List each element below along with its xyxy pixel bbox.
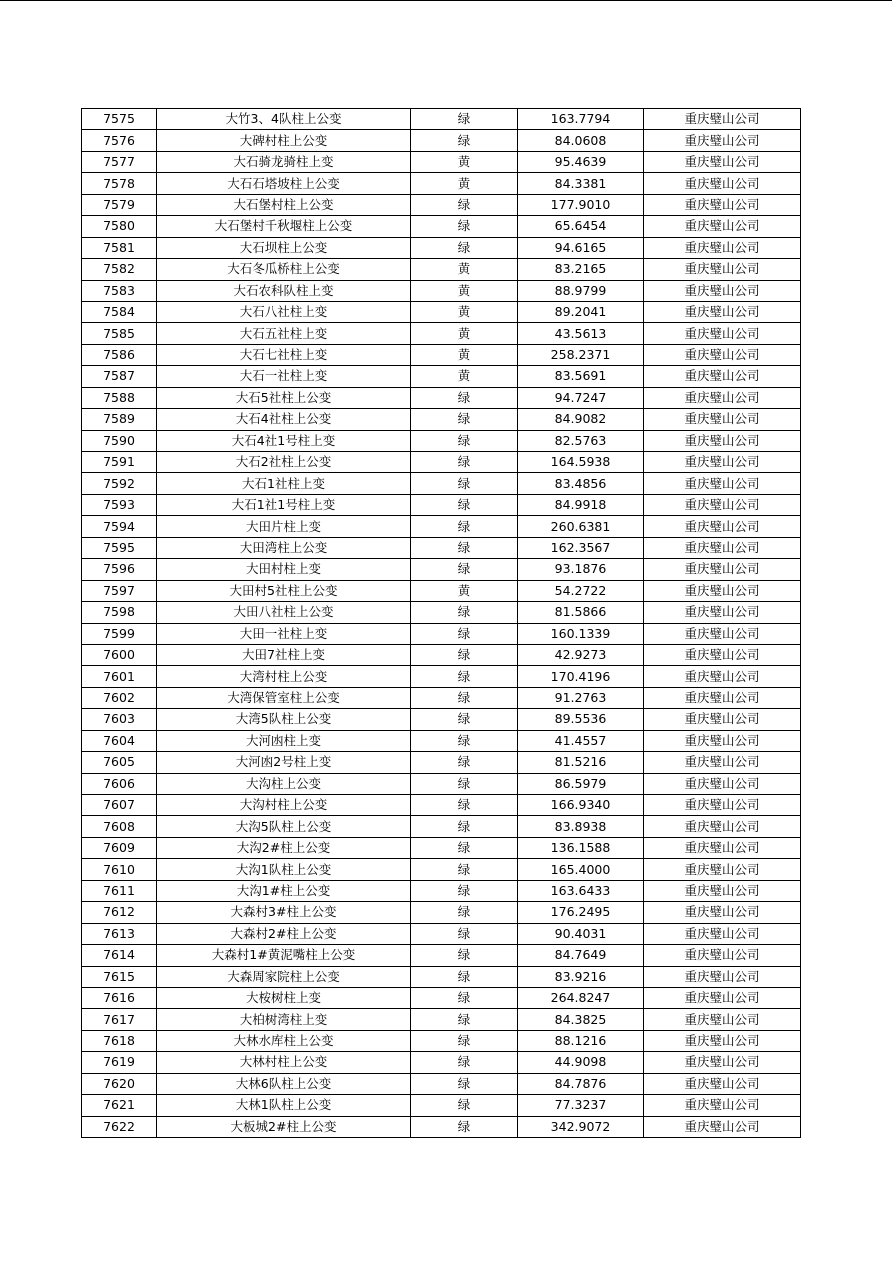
status-color-cell: 黄: [411, 323, 518, 344]
company-cell: 重庆璧山公司: [644, 280, 801, 301]
value-cell: 81.5866: [518, 602, 644, 623]
value-cell: 90.4031: [518, 923, 644, 944]
transformer-name-cell: 大石五社柱上变: [157, 323, 411, 344]
value-cell: 342.9072: [518, 1116, 644, 1137]
status-color-cell: 绿: [411, 559, 518, 580]
company-cell: 重庆璧山公司: [644, 644, 801, 665]
transformer-name-cell: 大森村2#柱上公变: [157, 923, 411, 944]
company-cell: 重庆璧山公司: [644, 130, 801, 151]
company-cell: 重庆璧山公司: [644, 709, 801, 730]
company-cell: 重庆璧山公司: [644, 816, 801, 837]
table-row: [82, 752, 801, 773]
table-row: [82, 194, 801, 215]
row-index-cell: 7618: [82, 1030, 157, 1051]
table-row: [82, 344, 801, 365]
row-index-cell: 7616: [82, 987, 157, 1008]
transformer-name-cell: 大石1社柱上变: [157, 473, 411, 494]
value-cell: 94.7247: [518, 387, 644, 408]
transformer-name-cell: 大石冬瓜桥柱上公变: [157, 259, 411, 280]
value-cell: 84.3825: [518, 1009, 644, 1030]
company-cell: 重庆璧山公司: [644, 773, 801, 794]
transformer-name-cell: 大石4社柱上公变: [157, 409, 411, 430]
company-cell: 重庆璧山公司: [644, 494, 801, 515]
status-color-cell: 绿: [411, 837, 518, 858]
transformer-name-cell: 大河凼2号柱上变: [157, 752, 411, 773]
transformer-name-cell: 大林1队柱上公变: [157, 1095, 411, 1116]
status-color-cell: 绿: [411, 494, 518, 515]
table-row: [82, 644, 801, 665]
table-row: [82, 602, 801, 623]
transformer-name-cell: 大田片柱上变: [157, 516, 411, 537]
company-cell: 重庆璧山公司: [644, 730, 801, 751]
value-cell: 163.7794: [518, 109, 644, 130]
transformer-name-cell: 大林村柱上公变: [157, 1052, 411, 1073]
value-cell: 84.7876: [518, 1073, 644, 1094]
table-row: [82, 537, 801, 558]
table-row: [82, 773, 801, 794]
table-row: [82, 452, 801, 473]
status-color-cell: 绿: [411, 1073, 518, 1094]
row-index-cell: 7601: [82, 666, 157, 687]
company-cell: 重庆璧山公司: [644, 387, 801, 408]
value-cell: 91.2763: [518, 687, 644, 708]
company-cell: 重庆璧山公司: [644, 1030, 801, 1051]
row-index-cell: 7605: [82, 752, 157, 773]
row-index-cell: 7589: [82, 409, 157, 430]
company-cell: 重庆璧山公司: [644, 902, 801, 923]
transformer-name-cell: 大森村3#柱上公变: [157, 902, 411, 923]
row-index-cell: 7590: [82, 430, 157, 451]
transformer-name-cell: 大湾5队柱上公变: [157, 709, 411, 730]
transformer-name-cell: 大石农科队柱上变: [157, 280, 411, 301]
value-cell: 170.4196: [518, 666, 644, 687]
table-body: [82, 109, 801, 1138]
table-row: [82, 923, 801, 944]
transformer-name-cell: 大沟柱上公变: [157, 773, 411, 794]
company-cell: 重庆璧山公司: [644, 945, 801, 966]
value-cell: 160.1339: [518, 623, 644, 644]
transformer-name-cell: 大石堡村柱上公变: [157, 194, 411, 215]
transformer-name-cell: 大湾村柱上公变: [157, 666, 411, 687]
row-index-cell: 7580: [82, 216, 157, 237]
table-row: [82, 1073, 801, 1094]
table-row: [82, 559, 801, 580]
row-index-cell: 7611: [82, 880, 157, 901]
status-color-cell: 绿: [411, 880, 518, 901]
value-cell: 95.4639: [518, 151, 644, 172]
transformer-name-cell: 大石八社柱上变: [157, 301, 411, 322]
transformer-name-cell: 大板城2#柱上公变: [157, 1116, 411, 1137]
transformer-name-cell: 大竹3、4队柱上公变: [157, 109, 411, 130]
transformer-name-cell: 大森周家院柱上公变: [157, 966, 411, 987]
company-cell: 重庆璧山公司: [644, 859, 801, 880]
status-color-cell: 绿: [411, 1052, 518, 1073]
status-color-cell: 黄: [411, 280, 518, 301]
status-color-cell: 绿: [411, 666, 518, 687]
transformer-name-cell: 大石4社1号柱上变: [157, 430, 411, 451]
transformer-name-cell: 大石1社1号柱上变: [157, 494, 411, 515]
status-color-cell: 黄: [411, 259, 518, 280]
value-cell: 260.6381: [518, 516, 644, 537]
row-index-cell: 7586: [82, 344, 157, 365]
transformer-name-cell: 大河凼柱上变: [157, 730, 411, 751]
status-color-cell: 黄: [411, 344, 518, 365]
table-row: [82, 173, 801, 194]
row-index-cell: 7598: [82, 602, 157, 623]
table-row: [82, 966, 801, 987]
status-color-cell: 绿: [411, 773, 518, 794]
company-cell: 重庆璧山公司: [644, 1009, 801, 1030]
value-cell: 43.5613: [518, 323, 644, 344]
transformer-name-cell: 大石一社柱上变: [157, 366, 411, 387]
table-row: [82, 216, 801, 237]
status-color-cell: 黄: [411, 580, 518, 601]
table-row: [82, 301, 801, 322]
company-cell: 重庆璧山公司: [644, 687, 801, 708]
status-color-cell: 黄: [411, 151, 518, 172]
table-row: [82, 109, 801, 130]
value-cell: 166.9340: [518, 795, 644, 816]
row-index-cell: 7617: [82, 1009, 157, 1030]
table-row: [82, 580, 801, 601]
status-color-cell: 绿: [411, 923, 518, 944]
table-row: [82, 623, 801, 644]
row-index-cell: 7578: [82, 173, 157, 194]
company-cell: 重庆璧山公司: [644, 516, 801, 537]
table-row: [82, 880, 801, 901]
company-cell: 重庆璧山公司: [644, 1052, 801, 1073]
status-color-cell: 绿: [411, 687, 518, 708]
status-color-cell: 绿: [411, 109, 518, 130]
value-cell: 94.6165: [518, 237, 644, 258]
company-cell: 重庆璧山公司: [644, 194, 801, 215]
company-cell: 重庆璧山公司: [644, 1116, 801, 1137]
status-color-cell: 绿: [411, 387, 518, 408]
transformer-name-cell: 大田湾柱上公变: [157, 537, 411, 558]
table-row: [82, 259, 801, 280]
status-color-cell: 黄: [411, 173, 518, 194]
table-row: [82, 1009, 801, 1030]
company-cell: 重庆璧山公司: [644, 409, 801, 430]
transformer-name-cell: 大石堡村千秋堰柱上公变: [157, 216, 411, 237]
value-cell: 83.2165: [518, 259, 644, 280]
company-cell: 重庆璧山公司: [644, 666, 801, 687]
company-cell: 重庆璧山公司: [644, 923, 801, 944]
status-color-cell: 黄: [411, 366, 518, 387]
status-color-cell: 绿: [411, 644, 518, 665]
status-color-cell: 绿: [411, 1009, 518, 1030]
table-row: [82, 516, 801, 537]
status-color-cell: 绿: [411, 1116, 518, 1137]
status-color-cell: 绿: [411, 237, 518, 258]
table-row: [82, 1052, 801, 1073]
transformer-name-cell: 大桉树柱上变: [157, 987, 411, 1008]
table-row: [82, 859, 801, 880]
status-color-cell: 绿: [411, 945, 518, 966]
status-color-cell: 绿: [411, 1095, 518, 1116]
table-row: [82, 237, 801, 258]
table-row: [82, 666, 801, 687]
row-index-cell: 7581: [82, 237, 157, 258]
transformer-name-cell: 大石坝柱上公变: [157, 237, 411, 258]
status-color-cell: 绿: [411, 816, 518, 837]
row-index-cell: 7584: [82, 301, 157, 322]
row-index-cell: 7619: [82, 1052, 157, 1073]
status-color-cell: 黄: [411, 301, 518, 322]
row-index-cell: 7582: [82, 259, 157, 280]
company-cell: 重庆璧山公司: [644, 173, 801, 194]
value-cell: 88.1216: [518, 1030, 644, 1051]
company-cell: 重庆璧山公司: [644, 301, 801, 322]
transformer-name-cell: 大柏树湾柱上变: [157, 1009, 411, 1030]
row-index-cell: 7577: [82, 151, 157, 172]
row-index-cell: 7622: [82, 1116, 157, 1137]
row-index-cell: 7591: [82, 452, 157, 473]
value-cell: 82.5763: [518, 430, 644, 451]
transformer-name-cell: 大沟1#柱上公变: [157, 880, 411, 901]
table-row: [82, 1030, 801, 1051]
transformer-name-cell: 大石石塔坡柱上公变: [157, 173, 411, 194]
company-cell: 重庆璧山公司: [644, 580, 801, 601]
table-row: [82, 709, 801, 730]
value-cell: 81.5216: [518, 752, 644, 773]
value-cell: 83.5691: [518, 366, 644, 387]
company-cell: 重庆璧山公司: [644, 1073, 801, 1094]
value-cell: 162.3567: [518, 537, 644, 558]
status-color-cell: 绿: [411, 452, 518, 473]
company-cell: 重庆璧山公司: [644, 452, 801, 473]
status-color-cell: 绿: [411, 409, 518, 430]
transformer-name-cell: 大田村5社柱上公变: [157, 580, 411, 601]
row-index-cell: 7610: [82, 859, 157, 880]
company-cell: 重庆璧山公司: [644, 623, 801, 644]
row-index-cell: 7593: [82, 494, 157, 515]
value-cell: 136.1588: [518, 837, 644, 858]
transformer-name-cell: 大石骑龙骑柱上变: [157, 151, 411, 172]
table-row: [82, 280, 801, 301]
value-cell: 264.8247: [518, 987, 644, 1008]
row-index-cell: 7615: [82, 966, 157, 987]
value-cell: 86.5979: [518, 773, 644, 794]
value-cell: 84.0608: [518, 130, 644, 151]
status-color-cell: 绿: [411, 902, 518, 923]
status-color-cell: 绿: [411, 987, 518, 1008]
table-row: [82, 430, 801, 451]
status-color-cell: 绿: [411, 602, 518, 623]
row-index-cell: 7596: [82, 559, 157, 580]
row-index-cell: 7600: [82, 644, 157, 665]
transformer-name-cell: 大田一社柱上变: [157, 623, 411, 644]
table-row: [82, 945, 801, 966]
company-cell: 重庆璧山公司: [644, 366, 801, 387]
row-index-cell: 7585: [82, 323, 157, 344]
row-index-cell: 7579: [82, 194, 157, 215]
company-cell: 重庆璧山公司: [644, 109, 801, 130]
value-cell: 84.3381: [518, 173, 644, 194]
value-cell: 176.2495: [518, 902, 644, 923]
table-row: [82, 730, 801, 751]
row-index-cell: 7606: [82, 773, 157, 794]
row-index-cell: 7608: [82, 816, 157, 837]
value-cell: 83.9216: [518, 966, 644, 987]
transformer-name-cell: 大田八社柱上公变: [157, 602, 411, 623]
value-cell: 89.5536: [518, 709, 644, 730]
transformer-table: [81, 108, 801, 1138]
company-cell: 重庆璧山公司: [644, 987, 801, 1008]
value-cell: 44.9098: [518, 1052, 644, 1073]
status-color-cell: 绿: [411, 795, 518, 816]
row-index-cell: 7592: [82, 473, 157, 494]
transformer-name-cell: 大沟2#柱上公变: [157, 837, 411, 858]
transformer-name-cell: 大石2社柱上公变: [157, 452, 411, 473]
value-cell: 258.2371: [518, 344, 644, 365]
value-cell: 84.7649: [518, 945, 644, 966]
transformer-name-cell: 大沟1队柱上公变: [157, 859, 411, 880]
status-color-cell: 绿: [411, 194, 518, 215]
row-index-cell: 7607: [82, 795, 157, 816]
value-cell: 165.4000: [518, 859, 644, 880]
value-cell: 89.2041: [518, 301, 644, 322]
status-color-cell: 绿: [411, 1030, 518, 1051]
table-row: [82, 387, 801, 408]
row-index-cell: 7612: [82, 902, 157, 923]
company-cell: 重庆璧山公司: [644, 1095, 801, 1116]
transformer-name-cell: 大石5社柱上公变: [157, 387, 411, 408]
table-row: [82, 795, 801, 816]
value-cell: 177.9010: [518, 194, 644, 215]
row-index-cell: 7614: [82, 945, 157, 966]
status-color-cell: 绿: [411, 730, 518, 751]
table-row: [82, 409, 801, 430]
company-cell: 重庆璧山公司: [644, 795, 801, 816]
row-index-cell: 7609: [82, 837, 157, 858]
status-color-cell: 绿: [411, 709, 518, 730]
company-cell: 重庆璧山公司: [644, 323, 801, 344]
status-color-cell: 绿: [411, 623, 518, 644]
value-cell: 42.9273: [518, 644, 644, 665]
company-cell: 重庆璧山公司: [644, 237, 801, 258]
status-color-cell: 绿: [411, 966, 518, 987]
company-cell: 重庆璧山公司: [644, 880, 801, 901]
status-color-cell: 绿: [411, 516, 518, 537]
table-row: [82, 1116, 801, 1137]
company-cell: 重庆璧山公司: [644, 752, 801, 773]
row-index-cell: 7588: [82, 387, 157, 408]
value-cell: 65.6454: [518, 216, 644, 237]
table-row: [82, 902, 801, 923]
company-cell: 重庆璧山公司: [644, 259, 801, 280]
row-index-cell: 7575: [82, 109, 157, 130]
table-row: [82, 494, 801, 515]
status-color-cell: 绿: [411, 216, 518, 237]
company-cell: 重庆璧山公司: [644, 837, 801, 858]
row-index-cell: 7621: [82, 1095, 157, 1116]
row-index-cell: 7613: [82, 923, 157, 944]
status-color-cell: 绿: [411, 859, 518, 880]
status-color-cell: 绿: [411, 130, 518, 151]
row-index-cell: 7583: [82, 280, 157, 301]
transformer-name-cell: 大湾保管室柱上公变: [157, 687, 411, 708]
value-cell: 54.2722: [518, 580, 644, 601]
company-cell: 重庆璧山公司: [644, 344, 801, 365]
value-cell: 93.1876: [518, 559, 644, 580]
transformer-name-cell: 大沟村柱上公变: [157, 795, 411, 816]
value-cell: 83.4856: [518, 473, 644, 494]
company-cell: 重庆璧山公司: [644, 559, 801, 580]
table-row: [82, 816, 801, 837]
table-row: [82, 1095, 801, 1116]
company-cell: 重庆璧山公司: [644, 537, 801, 558]
transformer-name-cell: 大田村柱上变: [157, 559, 411, 580]
transformer-name-cell: 大林水库柱上公变: [157, 1030, 411, 1051]
value-cell: 164.5938: [518, 452, 644, 473]
table-row: [82, 687, 801, 708]
value-cell: 84.9918: [518, 494, 644, 515]
table-row: [82, 366, 801, 387]
row-index-cell: 7597: [82, 580, 157, 601]
row-index-cell: 7620: [82, 1073, 157, 1094]
table-row: [82, 473, 801, 494]
table-row: [82, 323, 801, 344]
company-cell: 重庆璧山公司: [644, 151, 801, 172]
row-index-cell: 7599: [82, 623, 157, 644]
company-cell: 重庆璧山公司: [644, 602, 801, 623]
transformer-name-cell: 大石七社柱上变: [157, 344, 411, 365]
transformer-name-cell: 大沟5队柱上公变: [157, 816, 411, 837]
row-index-cell: 7587: [82, 366, 157, 387]
transformer-name-cell: 大森村1#黄泥嘴柱上公变: [157, 945, 411, 966]
value-cell: 77.3237: [518, 1095, 644, 1116]
transformer-name-cell: 大林6队柱上公变: [157, 1073, 411, 1094]
company-cell: 重庆璧山公司: [644, 216, 801, 237]
value-cell: 163.6433: [518, 880, 644, 901]
page-top-border: [0, 0, 892, 1]
row-index-cell: 7602: [82, 687, 157, 708]
value-cell: 88.9799: [518, 280, 644, 301]
status-color-cell: 绿: [411, 537, 518, 558]
company-cell: 重庆璧山公司: [644, 966, 801, 987]
table-row: [82, 130, 801, 151]
table-row: [82, 987, 801, 1008]
company-cell: 重庆璧山公司: [644, 473, 801, 494]
status-color-cell: 绿: [411, 430, 518, 451]
row-index-cell: 7603: [82, 709, 157, 730]
table-row: [82, 837, 801, 858]
value-cell: 41.4557: [518, 730, 644, 751]
row-index-cell: 7595: [82, 537, 157, 558]
transformer-name-cell: 大田7社柱上变: [157, 644, 411, 665]
transformer-name-cell: 大碑村柱上公变: [157, 130, 411, 151]
table-row: [82, 151, 801, 172]
value-cell: 83.8938: [518, 816, 644, 837]
row-index-cell: 7576: [82, 130, 157, 151]
status-color-cell: 绿: [411, 752, 518, 773]
company-cell: 重庆璧山公司: [644, 430, 801, 451]
value-cell: 84.9082: [518, 409, 644, 430]
row-index-cell: 7594: [82, 516, 157, 537]
row-index-cell: 7604: [82, 730, 157, 751]
status-color-cell: 绿: [411, 473, 518, 494]
